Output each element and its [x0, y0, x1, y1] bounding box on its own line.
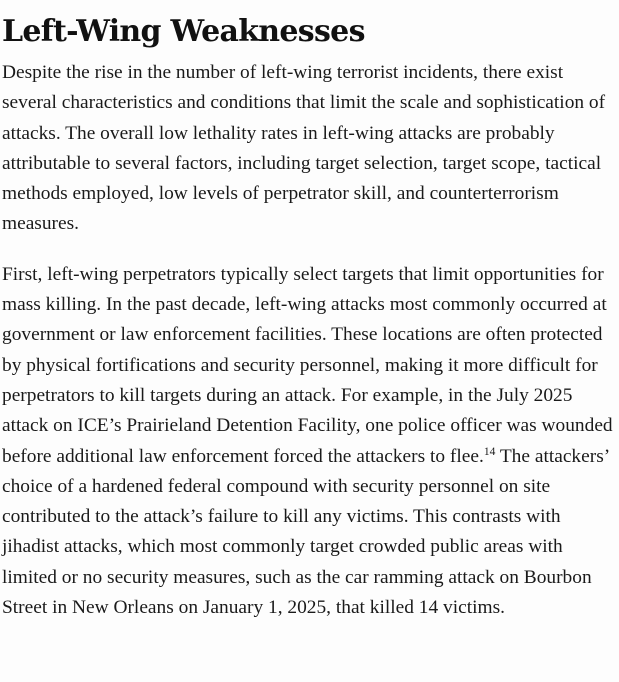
paragraph-2 — [2, 260, 614, 624]
paragraph-2-text-before-footnote: First, left-wing perpetrators typically select targets that limit opportunities for mass killing. In the past decade, left-wing attacks most commonly occurred at government or law enforcement facilities. These locations are often protected by physical fortifications and security personnel, making it more difficult for perpetrators to kill targets during an attack. For example, in the July 2025 attack on ICE’s Prairieland Detention Facility, one police officer was wounded before additional law enforcement forced the attackers to flee. — [2, 263, 613, 467]
paragraph-2-text-after-footnote: The attackers’ choice of a hardened federal compound with security personnel on site contributed to the attack’s failure to kill any victims. This contrasts with jihadist attacks, which most commonly target crowded public areas with limited or no security measures, such as the car ramming attack on Bourbon Street in New Orleans on January 1, 2025, that killed 14 victims. — [2, 445, 609, 619]
footnote-reference[interactable]: 14 — [483, 445, 496, 458]
article-section — [2, 12, 614, 643]
paragraph-1-text: Despite the rise in the number of left-wing terrorist incidents, there exist several characteristics and conditions that limit the scale and sophistication of attacks. The overall low lethality rates in left-wing attacks are probably attributable to several factors, including target selection, target scope, tactical methods employed, low levels of perpetrator skill, and counterterrorism measures. — [2, 62, 606, 235]
paragraph-1 — [2, 58, 614, 240]
section-heading: Left-Wing Weaknesses — [2, 14, 365, 49]
